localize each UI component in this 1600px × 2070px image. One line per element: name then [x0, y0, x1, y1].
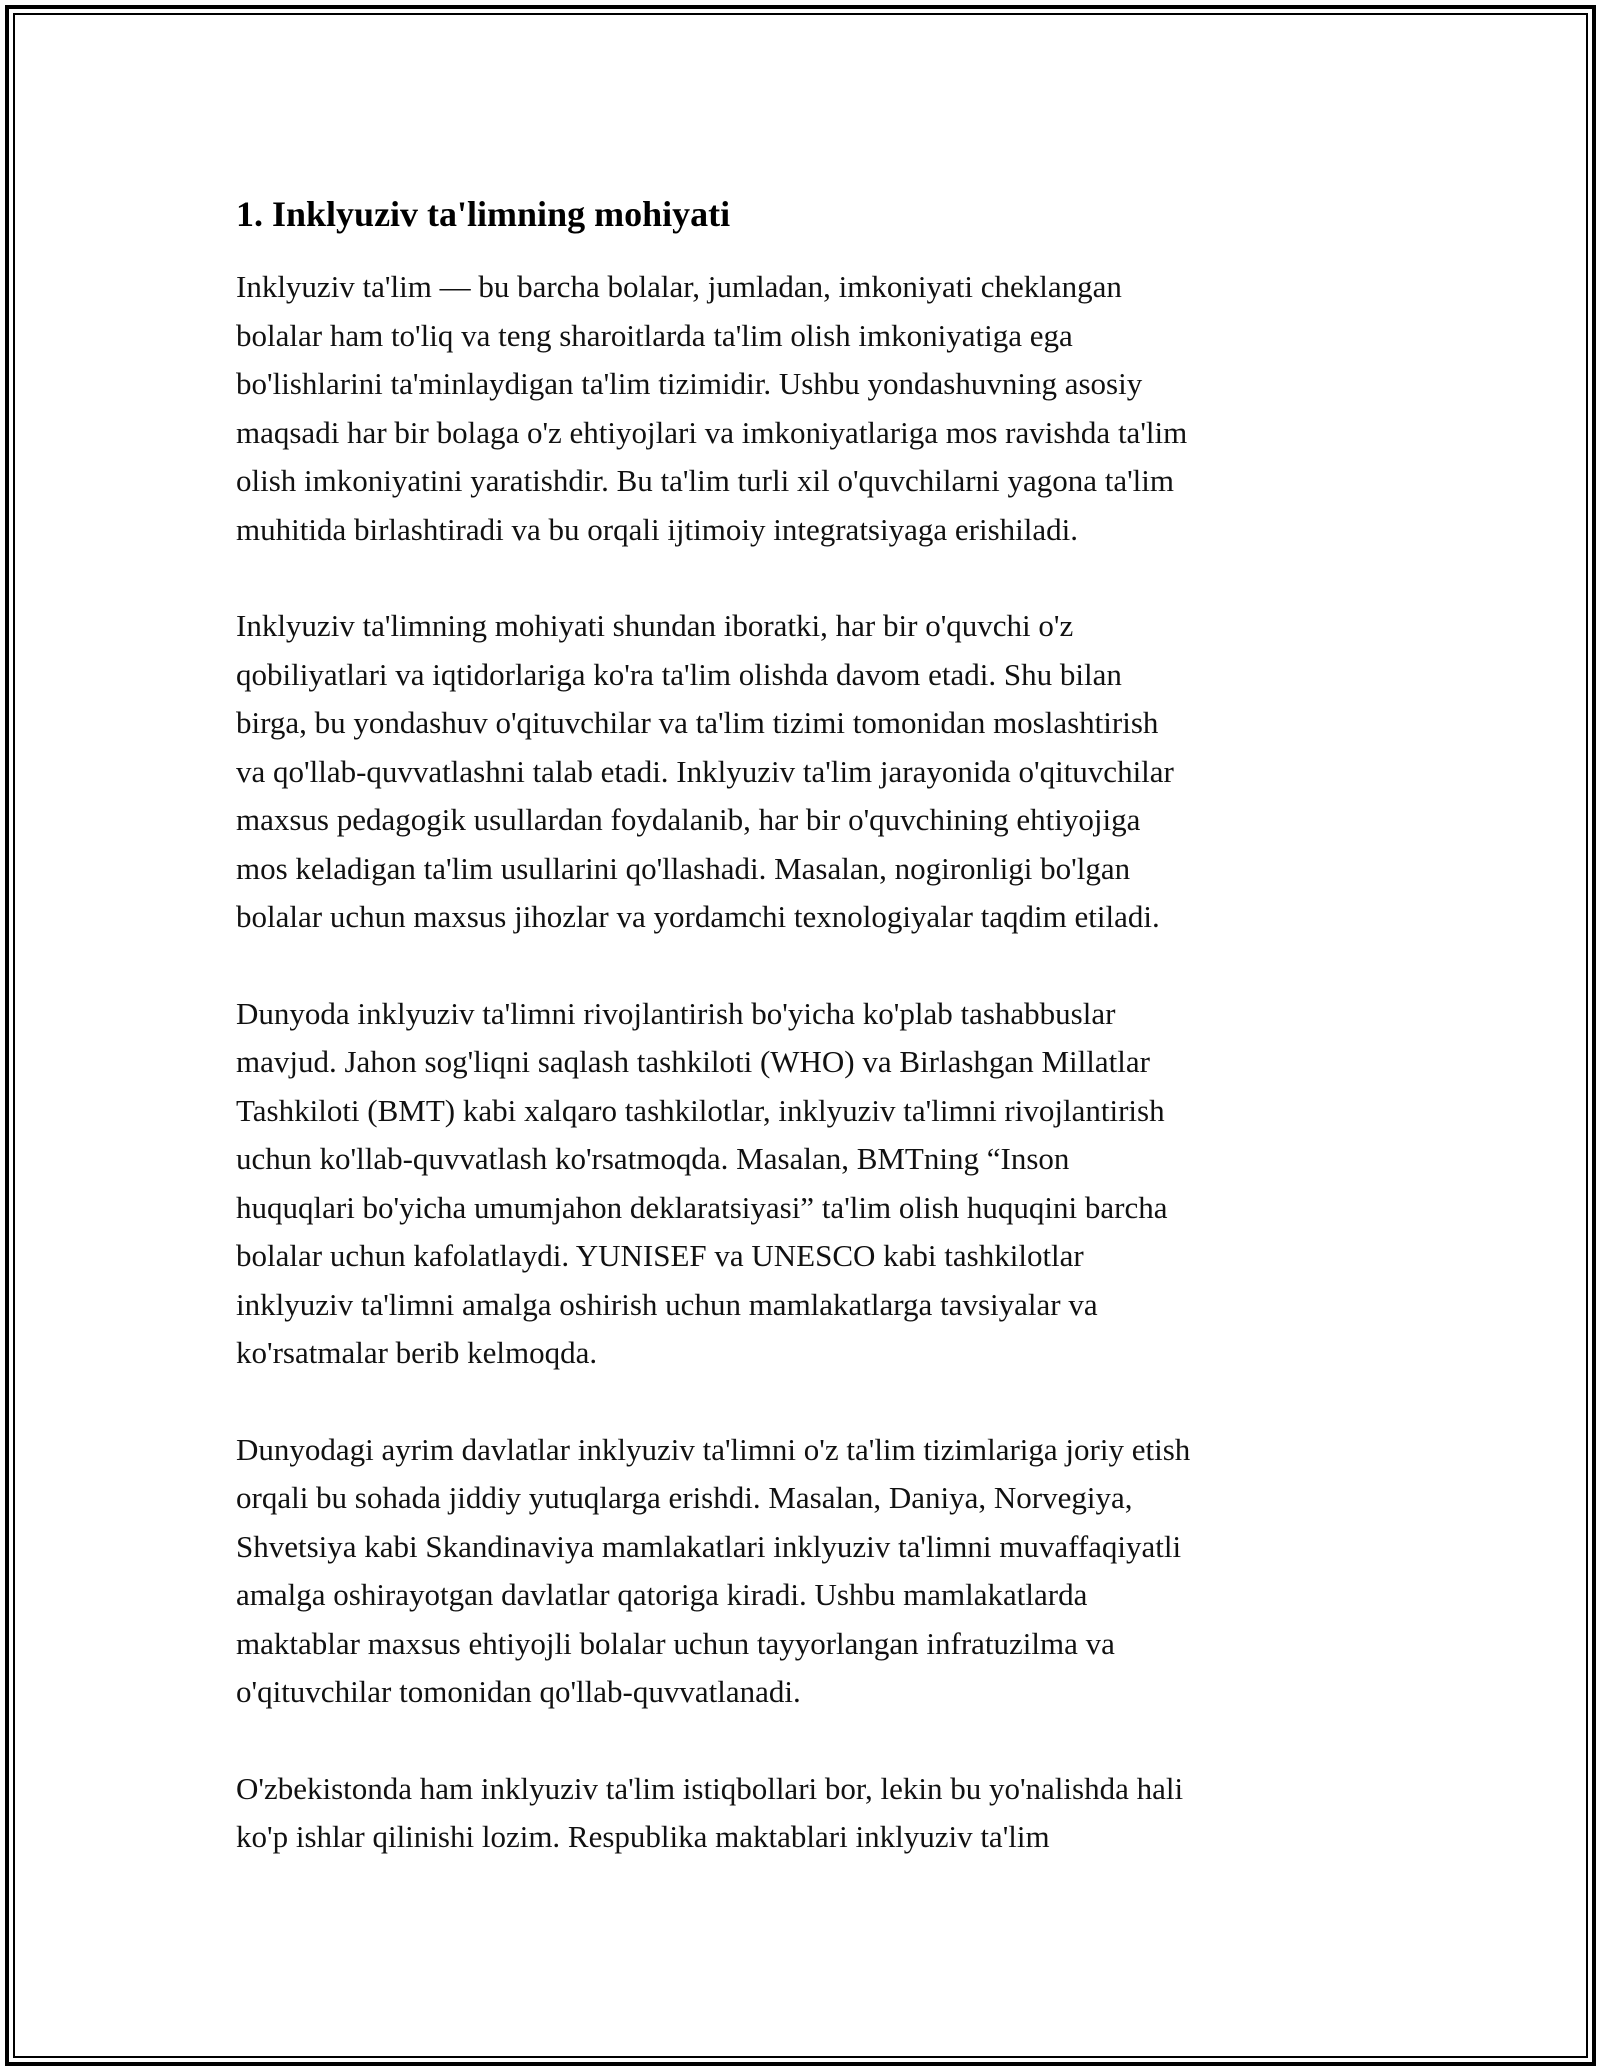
- section-heading: 1. Inklyuziv ta'limning mohiyati: [236, 194, 731, 234]
- paragraph-uzbekistan: O'zbekistonda ham inklyuziv ta'lim istiqbollari bor, lekin bu yo'nalishda hali ko'p ishlar qilinishi lozim. Respublika maktablari inklyuziv ta'lim: [236, 1770, 1184, 1854]
- paragraph-countries: Dunyodagi ayrim davlatlar inklyuziv ta'limni o'z ta'lim tizimlariga joriy etish orqali bu sohada jiddiy yutuqlarga erishdi. Masalan, Daniya, Norvegiya, Shvetsiya kabi Skandinaviya mamlakatlari inklyuziv ta'limni muvaffaqiyatli amalga oshirayotgan davlatlar qatoriga kiradi. Ushbu mamlakatlarda maktablar maxsus ehtiyojli bolalar uchun tayyorlangan infratuzilma va o'qituvchilar tomonidan qo'llab-quvvatlanadi.: [236, 1431, 1191, 1709]
- paragraph-world-initiatives: Dunyoda inklyuziv ta'limni rivojlantirish bo'yicha ko'plab tashabbuslar mavjud. Jahon sog'liqni saqlash tashkiloti (WHO) va Birlashgan Millatlar Tashkiloti (BMT) kabi xalqaro tashkilotlar, inklyuziv ta'limni rivojlantirish uchun ko'llab-quvvatlash ko'rsatmoqda. Masalan, BMTning “Inson huquqlari bo'yicha umumjahon deklaratsiyasi” ta'lim olish huquqini barcha bolalar uchun kafolatlaydi. YUNISEF va UNESCO kabi tashkilotlar inklyuziv ta'limni amalga oshirish uchun mamlakatlarga tavsiyalar va ko'rsatmalar berib kelmoqda.: [236, 995, 1168, 1370]
- document-body: [236, 185, 1376, 1910]
- paragraph-essence: Inklyuziv ta'limning mohiyati shundan iboratki, har bir o'quvchi o'z qobiliyatlari va iqtidorlariga ko'ra ta'lim olishda davom etadi. Shu bilan birga, bu yondashuv o'qituvchilar va ta'lim tizimi tomonidan moslashtirish va qo'llab-quvvatlashni talab etadi. Inklyuziv ta'lim jarayonida o'qituvchilar maxsus pedagogik usullardan foydalanib, har bir o'quvchining ehtiyojiga mos keladigan ta'lim usullarini qo'llashadi. Masalan, nogironligi bo'lgan bolalar uchun maxsus jihozlar va yordamchi texnologiyalar taqdim etiladi.: [236, 608, 1174, 934]
- paragraph-definition: Inklyuziv ta'lim — bu barcha bolalar, jumladan, imkoniyati cheklangan bolalar ham to'liq va teng sharoitlarda ta'lim olish imkoniyatiga ega bo'lishlarini ta'minlaydigan ta'lim tizimidir. Ushbu yondashuvning asosiy maqsadi har bir bolaga o'z ehtiyojlari va imkoniyatlariga mos ravishda ta'lim olish imkoniyatini yaratishdir. Bu ta'lim turli xil o'quvchilarni yagona ta'lim muhitida birlashtiradi va bu orqali ijtimoiy integratsiyaga erishiladi.: [236, 269, 1188, 547]
